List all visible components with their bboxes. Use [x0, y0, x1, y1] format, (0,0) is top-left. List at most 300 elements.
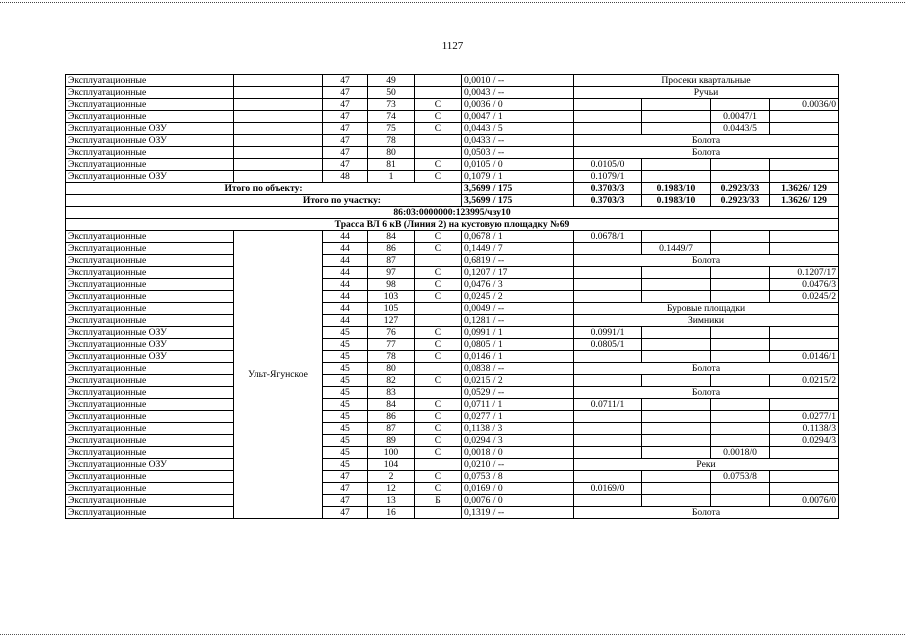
- category-cell: Эксплуатационные: [66, 447, 234, 459]
- category-cell: Эксплуатационные: [66, 315, 234, 327]
- plot-cell: 86: [368, 411, 415, 423]
- header-row: [66, 207, 839, 219]
- value-col-1: 0.0991/1: [574, 327, 642, 339]
- table-row: [66, 279, 839, 291]
- value-col-1: [574, 351, 642, 363]
- category-cell: Эксплуатационные ОЗУ: [66, 339, 234, 351]
- table-row: [66, 147, 839, 159]
- table-row: [66, 111, 839, 123]
- quarter-cell: 45: [323, 387, 368, 399]
- table-row: [66, 363, 839, 375]
- area-value-cell: 0,0010 / --: [462, 75, 574, 87]
- area-value-cell: 0,0036 / 0: [462, 99, 574, 111]
- plot-cell: 100: [368, 447, 415, 459]
- value-col-2: [642, 99, 711, 111]
- type-cell: С: [415, 423, 462, 435]
- category-cell: Эксплуатационные: [66, 279, 234, 291]
- type-cell: [415, 315, 462, 327]
- value-col-4: [770, 339, 839, 351]
- type-cell: [415, 135, 462, 147]
- quarter-cell: 45: [323, 411, 368, 423]
- type-cell: С: [415, 399, 462, 411]
- table-row: [66, 447, 839, 459]
- plot-cell: 73: [368, 99, 415, 111]
- land-type-note: Болота: [574, 387, 839, 399]
- value-col-4: [770, 159, 839, 171]
- plot-cell: 75: [368, 123, 415, 135]
- plot-cell: 74: [368, 111, 415, 123]
- value-col-2: [642, 231, 711, 243]
- plot-cell: 1: [368, 171, 415, 183]
- category-cell: Эксплуатационные: [66, 159, 234, 171]
- value-col-1: [574, 375, 642, 387]
- value-col-4: [770, 447, 839, 459]
- plot-cell: 12: [368, 483, 415, 495]
- value-col-3: 0.0018/0: [711, 447, 770, 459]
- table-row: [66, 399, 839, 411]
- plot-cell: 87: [368, 423, 415, 435]
- category-cell: Эксплуатационные: [66, 255, 234, 267]
- value-col-2: [642, 159, 711, 171]
- land-type-note: Просеки квартальные: [574, 75, 839, 87]
- area-value-cell: 0,0018 / 0: [462, 447, 574, 459]
- value-col-3: [711, 291, 770, 303]
- table-row: [66, 351, 839, 363]
- value-col-3: 0.0047/1: [711, 111, 770, 123]
- area-value-cell: 0,0838 / --: [462, 363, 574, 375]
- category-cell: Эксплуатационные: [66, 303, 234, 315]
- category-cell: Эксплуатационные: [66, 435, 234, 447]
- value-col-1: 0.1079/1: [574, 171, 642, 183]
- value-col-3: [711, 375, 770, 387]
- category-cell: Эксплуатационные ОЗУ: [66, 327, 234, 339]
- area-value-cell: 0,0210 / --: [462, 459, 574, 471]
- value-col-1: [574, 495, 642, 507]
- value-col-3: [711, 411, 770, 423]
- plot-cell: 76: [368, 327, 415, 339]
- table-row: [66, 135, 839, 147]
- table-row: [66, 171, 839, 183]
- value-col-3: [711, 399, 770, 411]
- value-col-1: 0.0169/0: [574, 483, 642, 495]
- area-value-cell: 0,0047 / 1: [462, 111, 574, 123]
- value-col-3: [711, 231, 770, 243]
- type-cell: С: [415, 471, 462, 483]
- table-row: [66, 327, 839, 339]
- table-row: [66, 99, 839, 111]
- category-cell: Эксплуатационные: [66, 387, 234, 399]
- value-col-4: [770, 171, 839, 183]
- category-cell: Эксплуатационные: [66, 375, 234, 387]
- category-cell: Эксплуатационные ОЗУ: [66, 123, 234, 135]
- value-col-1: [574, 123, 642, 135]
- area-value-cell: 0,1281 / --: [462, 315, 574, 327]
- table-row: [66, 87, 839, 99]
- value-col-1: [574, 99, 642, 111]
- quarter-cell: 44: [323, 231, 368, 243]
- category-cell: Эксплуатационные: [66, 363, 234, 375]
- total-col-2: 0.1983/10: [642, 195, 711, 207]
- plot-cell: 97: [368, 267, 415, 279]
- table-row: [66, 267, 839, 279]
- type-cell: С: [415, 483, 462, 495]
- table-row: [66, 423, 839, 435]
- category-cell: Эксплуатационные: [66, 147, 234, 159]
- table-row: [66, 303, 839, 315]
- area-value-cell: 0,0753 / 8: [462, 471, 574, 483]
- category-cell: Эксплуатационные ОЗУ: [66, 459, 234, 471]
- plot-cell: 16: [368, 507, 415, 519]
- land-type-note: Зимники: [574, 315, 839, 327]
- type-cell: [415, 75, 462, 87]
- quarter-cell: 45: [323, 351, 368, 363]
- type-cell: С: [415, 159, 462, 171]
- land-type-note: Буровые площадки: [574, 303, 839, 315]
- table-row: [66, 471, 839, 483]
- plot-cell: 84: [368, 231, 415, 243]
- value-col-3: [711, 435, 770, 447]
- plot-cell: 81: [368, 159, 415, 171]
- total-area-value: 3,5699 / 175: [462, 183, 574, 195]
- table-row: [66, 507, 839, 519]
- land-type-note: Болота: [574, 147, 839, 159]
- value-col-1: [574, 447, 642, 459]
- land-table: [65, 74, 839, 519]
- value-col-4: [770, 111, 839, 123]
- header-row: [66, 219, 839, 231]
- plot-cell: 105: [368, 303, 415, 315]
- area-value-cell: 0,0529 / --: [462, 387, 574, 399]
- value-col-2: [642, 267, 711, 279]
- table-row: [66, 483, 839, 495]
- type-cell: С: [415, 339, 462, 351]
- total-col-3: 0.2923/33: [711, 195, 770, 207]
- quarter-cell: 47: [323, 159, 368, 171]
- category-cell: Эксплуатационные: [66, 423, 234, 435]
- type-cell: С: [415, 291, 462, 303]
- total-col-4: 1.3626/ 129: [770, 183, 839, 195]
- area-name-cell: [234, 87, 323, 99]
- type-cell: С: [415, 123, 462, 135]
- total-area-value: 3,5699 / 175: [462, 195, 574, 207]
- category-cell: Эксплуатационные: [66, 399, 234, 411]
- area-value-cell: 0,6819 / --: [462, 255, 574, 267]
- plot-cell: 49: [368, 75, 415, 87]
- value-col-3: [711, 99, 770, 111]
- table-row: [66, 123, 839, 135]
- type-cell: [415, 363, 462, 375]
- category-cell: Эксплуатационные: [66, 495, 234, 507]
- value-col-2: [642, 291, 711, 303]
- area-name-cell: [234, 123, 323, 135]
- value-col-2: 0.1449/7: [642, 243, 711, 255]
- type-cell: [415, 255, 462, 267]
- table-row: [66, 315, 839, 327]
- value-col-1: [574, 471, 642, 483]
- table-row: [66, 243, 839, 255]
- plot-cell: 2: [368, 471, 415, 483]
- plot-cell: 89: [368, 435, 415, 447]
- quarter-cell: 48: [323, 171, 368, 183]
- type-cell: [415, 147, 462, 159]
- value-col-1: [574, 243, 642, 255]
- area-value-cell: 0,0991 / 1: [462, 327, 574, 339]
- total-row: [66, 195, 839, 207]
- area-name-cell: [234, 171, 323, 183]
- value-col-2: [642, 471, 711, 483]
- area-value-cell: 0,1079 / 1: [462, 171, 574, 183]
- value-col-4: 0.1207/17: [770, 267, 839, 279]
- quarter-cell: 47: [323, 147, 368, 159]
- total-label: Итого по объекту:: [66, 183, 462, 195]
- plot-cell: 78: [368, 351, 415, 363]
- type-cell: С: [415, 243, 462, 255]
- value-col-4: 0.0476/3: [770, 279, 839, 291]
- plot-cell: 82: [368, 375, 415, 387]
- category-cell: Эксплуатационные ОЗУ: [66, 171, 234, 183]
- value-col-1: [574, 435, 642, 447]
- quarter-cell: 45: [323, 363, 368, 375]
- area-value-cell: 0,0277 / 1: [462, 411, 574, 423]
- plot-cell: 86: [368, 243, 415, 255]
- table-row: [66, 255, 839, 267]
- area-value-cell: 0,0443 / 5: [462, 123, 574, 135]
- quarter-cell: 47: [323, 483, 368, 495]
- area-value-cell: 0,0476 / 3: [462, 279, 574, 291]
- quarter-cell: 45: [323, 423, 368, 435]
- area-value-cell: 0,1319 / --: [462, 507, 574, 519]
- area-value-cell: 0,0805 / 1: [462, 339, 574, 351]
- section-title: Трасса ВЛ 6 кВ (Линия 2) на кустовую площадку №69: [66, 219, 839, 231]
- table-row: [66, 231, 839, 243]
- quarter-cell: 45: [323, 447, 368, 459]
- quarter-cell: 47: [323, 471, 368, 483]
- cadastral-number: 86:03:0000000:123995/чзу10: [66, 207, 839, 219]
- value-col-1: 0.0678/1: [574, 231, 642, 243]
- value-col-1: 0.0105/0: [574, 159, 642, 171]
- value-col-2: [642, 171, 711, 183]
- plot-cell: 13: [368, 495, 415, 507]
- quarter-cell: 44: [323, 279, 368, 291]
- type-cell: С: [415, 111, 462, 123]
- value-col-3: [711, 243, 770, 255]
- value-col-1: [574, 111, 642, 123]
- value-col-3: [711, 423, 770, 435]
- quarter-cell: 44: [323, 267, 368, 279]
- area-value-cell: 0,0245 / 2: [462, 291, 574, 303]
- category-cell: Эксплуатационные: [66, 99, 234, 111]
- value-col-2: [642, 495, 711, 507]
- quarter-cell: 47: [323, 123, 368, 135]
- value-col-1: [574, 423, 642, 435]
- area-name-cell: [234, 111, 323, 123]
- value-col-3: [711, 351, 770, 363]
- type-cell: С: [415, 327, 462, 339]
- value-col-2: [642, 399, 711, 411]
- value-col-3: [711, 495, 770, 507]
- value-col-3: [711, 171, 770, 183]
- quarter-cell: 47: [323, 111, 368, 123]
- value-col-3: [711, 327, 770, 339]
- type-cell: Б: [415, 495, 462, 507]
- value-col-4: [770, 243, 839, 255]
- total-col-1: 0.3703/3: [574, 183, 642, 195]
- total-row: [66, 183, 839, 195]
- area-value-cell: 0,0169 / 0: [462, 483, 574, 495]
- value-col-4: [770, 327, 839, 339]
- table-row: [66, 339, 839, 351]
- area-value-cell: 0,1207 / 17: [462, 267, 574, 279]
- type-cell: С: [415, 435, 462, 447]
- table-row: [66, 411, 839, 423]
- scan-edge-top: [0, 2, 905, 3]
- value-col-1: [574, 279, 642, 291]
- plot-cell: 83: [368, 387, 415, 399]
- category-cell: Эксплуатационные: [66, 111, 234, 123]
- type-cell: С: [415, 351, 462, 363]
- value-col-4: 0.0036/0: [770, 99, 839, 111]
- category-cell: Эксплуатационные: [66, 483, 234, 495]
- total-col-3: 0.2923/33: [711, 183, 770, 195]
- plot-cell: 84: [368, 399, 415, 411]
- plot-cell: 104: [368, 459, 415, 471]
- area-value-cell: 0,0043 / --: [462, 87, 574, 99]
- value-col-3: [711, 339, 770, 351]
- value-col-2: [642, 411, 711, 423]
- type-cell: [415, 459, 462, 471]
- category-cell: Эксплуатационные: [66, 267, 234, 279]
- value-col-4: 0.0076/0: [770, 495, 839, 507]
- value-col-3: 0.0753/8: [711, 471, 770, 483]
- value-col-1: [574, 411, 642, 423]
- quarter-cell: 44: [323, 315, 368, 327]
- value-col-2: [642, 123, 711, 135]
- category-cell: Эксплуатационные: [66, 507, 234, 519]
- category-cell: Эксплуатационные: [66, 243, 234, 255]
- type-cell: [415, 507, 462, 519]
- plot-cell: 98: [368, 279, 415, 291]
- area-value-cell: 0,0433 / --: [462, 135, 574, 147]
- area-value-cell: 0,1138 / 3: [462, 423, 574, 435]
- type-cell: [415, 87, 462, 99]
- value-col-2: [642, 435, 711, 447]
- total-col-2: 0.1983/10: [642, 183, 711, 195]
- quarter-cell: 45: [323, 435, 368, 447]
- quarter-cell: 47: [323, 135, 368, 147]
- value-col-4: 0.0215/2: [770, 375, 839, 387]
- quarter-cell: 47: [323, 87, 368, 99]
- category-cell: Эксплуатационные: [66, 231, 234, 243]
- land-type-note: Болота: [574, 135, 839, 147]
- value-col-1: 0.0805/1: [574, 339, 642, 351]
- table-row: [66, 291, 839, 303]
- table-row: [66, 159, 839, 171]
- type-cell: С: [415, 411, 462, 423]
- value-col-2: [642, 327, 711, 339]
- type-cell: [415, 387, 462, 399]
- value-col-3: [711, 279, 770, 291]
- value-col-4: [770, 399, 839, 411]
- table-row: [66, 495, 839, 507]
- type-cell: С: [415, 99, 462, 111]
- category-cell: Эксплуатационные ОЗУ: [66, 351, 234, 363]
- type-cell: С: [415, 231, 462, 243]
- table-row: [66, 459, 839, 471]
- plot-cell: 127: [368, 315, 415, 327]
- value-col-4: 0.0146/1: [770, 351, 839, 363]
- value-col-4: [770, 231, 839, 243]
- quarter-cell: 44: [323, 291, 368, 303]
- quarter-cell: 45: [323, 399, 368, 411]
- quarter-cell: 47: [323, 99, 368, 111]
- quarter-cell: 47: [323, 495, 368, 507]
- value-col-2: [642, 339, 711, 351]
- type-cell: С: [415, 447, 462, 459]
- table-row: [66, 387, 839, 399]
- area-value-cell: 0,0076 / 0: [462, 495, 574, 507]
- value-col-4: 0.0277/1: [770, 411, 839, 423]
- value-col-2: [642, 279, 711, 291]
- type-cell: [415, 303, 462, 315]
- quarter-cell: 44: [323, 255, 368, 267]
- value-col-2: [642, 351, 711, 363]
- value-col-2: [642, 483, 711, 495]
- scan-edge-bottom: [0, 634, 905, 635]
- area-value-cell: 0,0146 / 1: [462, 351, 574, 363]
- quarter-cell: 45: [323, 327, 368, 339]
- area-value-cell: 0,0049 / --: [462, 303, 574, 315]
- land-type-note: Ручьи: [574, 87, 839, 99]
- category-cell: Эксплуатационные: [66, 75, 234, 87]
- value-col-1: 0.0711/1: [574, 399, 642, 411]
- value-col-4: 0.0294/3: [770, 435, 839, 447]
- value-col-3: 0.0443/5: [711, 123, 770, 135]
- land-type-note: Болота: [574, 255, 839, 267]
- area-name-cell: [234, 147, 323, 159]
- type-cell: С: [415, 171, 462, 183]
- value-col-2: [642, 111, 711, 123]
- table-row: [66, 435, 839, 447]
- value-col-3: [711, 483, 770, 495]
- value-col-4: 0.0245/2: [770, 291, 839, 303]
- area-value-cell: 0,0678 / 1: [462, 231, 574, 243]
- area-value-cell: 0,0503 / --: [462, 147, 574, 159]
- page-number: 1127: [441, 40, 464, 52]
- plot-cell: 87: [368, 255, 415, 267]
- area-value-cell: 0,0215 / 2: [462, 375, 574, 387]
- area-name-cell: [234, 159, 323, 171]
- value-col-2: [642, 447, 711, 459]
- total-col-1: 0.3703/3: [574, 195, 642, 207]
- plot-cell: 78: [368, 135, 415, 147]
- category-cell: Эксплуатационные ОЗУ: [66, 135, 234, 147]
- table-row: [66, 75, 839, 87]
- quarter-cell: 45: [323, 459, 368, 471]
- quarter-cell: 44: [323, 243, 368, 255]
- quarter-cell: 45: [323, 339, 368, 351]
- land-type-note: Болота: [574, 507, 839, 519]
- area-value-cell: 0,0711 / 1: [462, 399, 574, 411]
- category-cell: Эксплуатационные: [66, 291, 234, 303]
- plot-cell: 77: [368, 339, 415, 351]
- land-type-note: Реки: [574, 459, 839, 471]
- quarter-cell: 47: [323, 507, 368, 519]
- plot-cell: 80: [368, 147, 415, 159]
- category-cell: Эксплуатационные: [66, 471, 234, 483]
- value-col-1: [574, 267, 642, 279]
- area-name-cell: Ульт-Ягунское: [234, 231, 323, 519]
- total-col-4: 1.3626/ 129: [770, 195, 839, 207]
